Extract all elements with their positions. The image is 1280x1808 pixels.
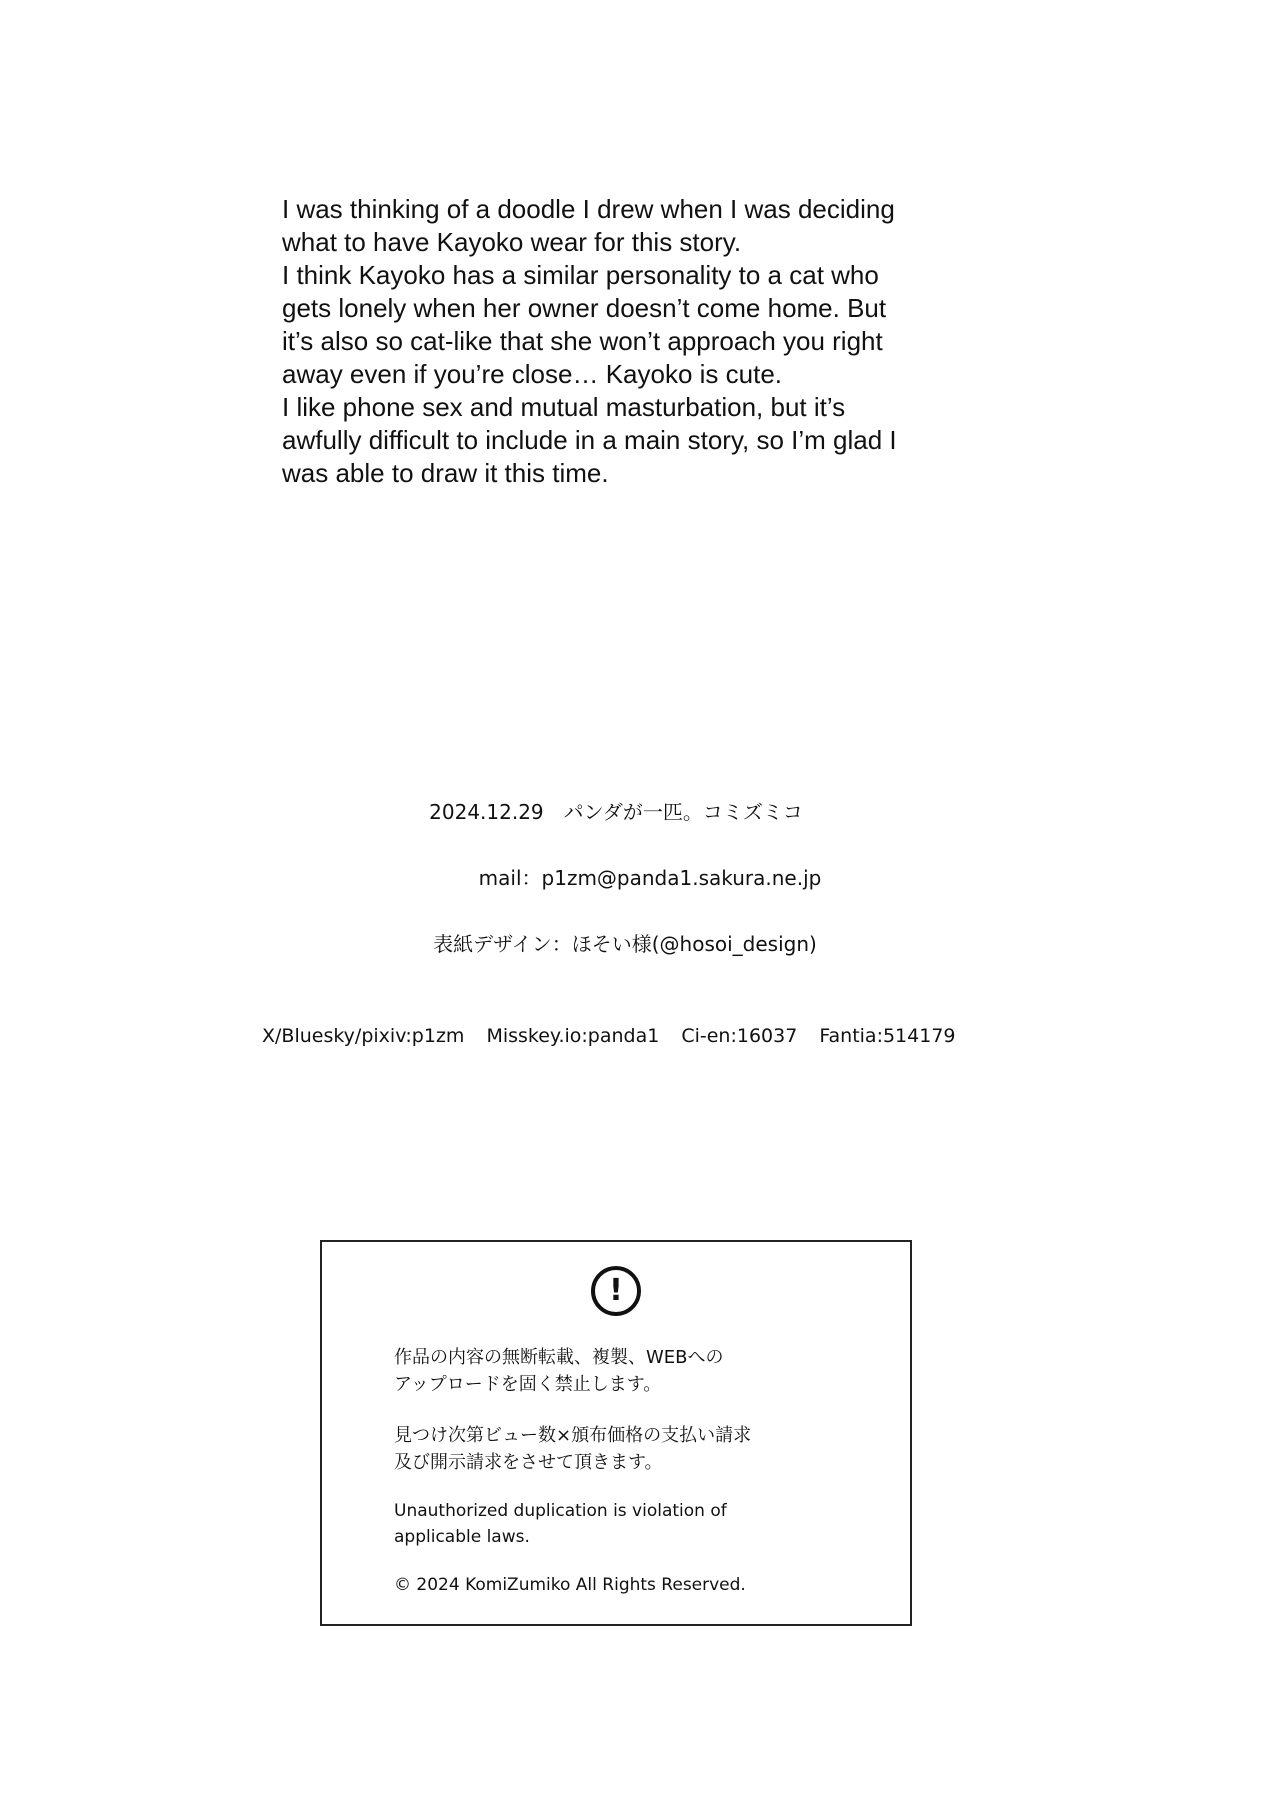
afterword-line: I like phone sex and mutual masturbation, but it’s — [282, 392, 846, 422]
copyright-line: © 2024 KomiZumiko All Rights Reserved. — [394, 1575, 746, 1595]
afterword-line: away even if you’re close… Kayoko is cute. — [282, 359, 783, 389]
afterword-line: it’s also so cat-like that she won’t approach you right — [282, 326, 883, 356]
exclamation-glyph: ! — [609, 1273, 623, 1308]
notice-en-warning — [394, 1498, 894, 1550]
social-link-misskey: Misskey.io:panda1 — [486, 1025, 660, 1047]
social-link-fantia: Fantia:514179 — [819, 1025, 956, 1047]
exclamation-circle-icon — [591, 1266, 641, 1316]
notice-jp-claim — [394, 1422, 894, 1476]
afterword-line: was able to draw it this time. — [282, 458, 609, 488]
afterword-line: gets lonely when her owner doesn’t come home. But — [282, 293, 887, 323]
notice-line: 見つけ次第ビュー数×頒布価格の支払い請求 — [394, 1425, 752, 1446]
afterword-line: what to have Kayoko wear for this story. — [282, 227, 742, 257]
afterword-line: I think Kayoko has a similar personality to a cat who — [282, 260, 879, 290]
afterword-line: I was thinking of a doodle I drew when I was deciding — [282, 194, 895, 224]
cover-design-credit: 表紙デザイン：ほそい様(@hosoi_design) — [433, 932, 817, 956]
social-links — [262, 1025, 1042, 1047]
social-link-ci-en: Ci-en:16037 — [681, 1025, 798, 1047]
notice-line: 作品の内容の無断転載、複製、WEBへの — [394, 1347, 724, 1368]
notice-line: applicable laws. — [394, 1527, 530, 1547]
afterword-line: awfully difficult to include in a main story, so I’m glad I — [282, 425, 897, 455]
notice-line: アップロードを固く禁止します。 — [394, 1374, 662, 1395]
notice-line: 及び開示請求をさせて頂きます。 — [394, 1452, 663, 1473]
copyright-notice-box — [320, 1240, 912, 1626]
notice-line: Unauthorized duplication is violation of — [394, 1501, 727, 1521]
afterword-text — [282, 193, 1002, 490]
social-link-x-bluesky-pixiv: X/Bluesky/pixiv:p1zm — [262, 1025, 465, 1047]
publication-date-line: 2024.12.29 パンダが一匹。コミズミコ — [429, 800, 803, 824]
contact-mail-line: mail：p1zm@panda1.sakura.ne.jp — [478, 866, 822, 890]
notice-jp-prohibition — [394, 1344, 894, 1398]
